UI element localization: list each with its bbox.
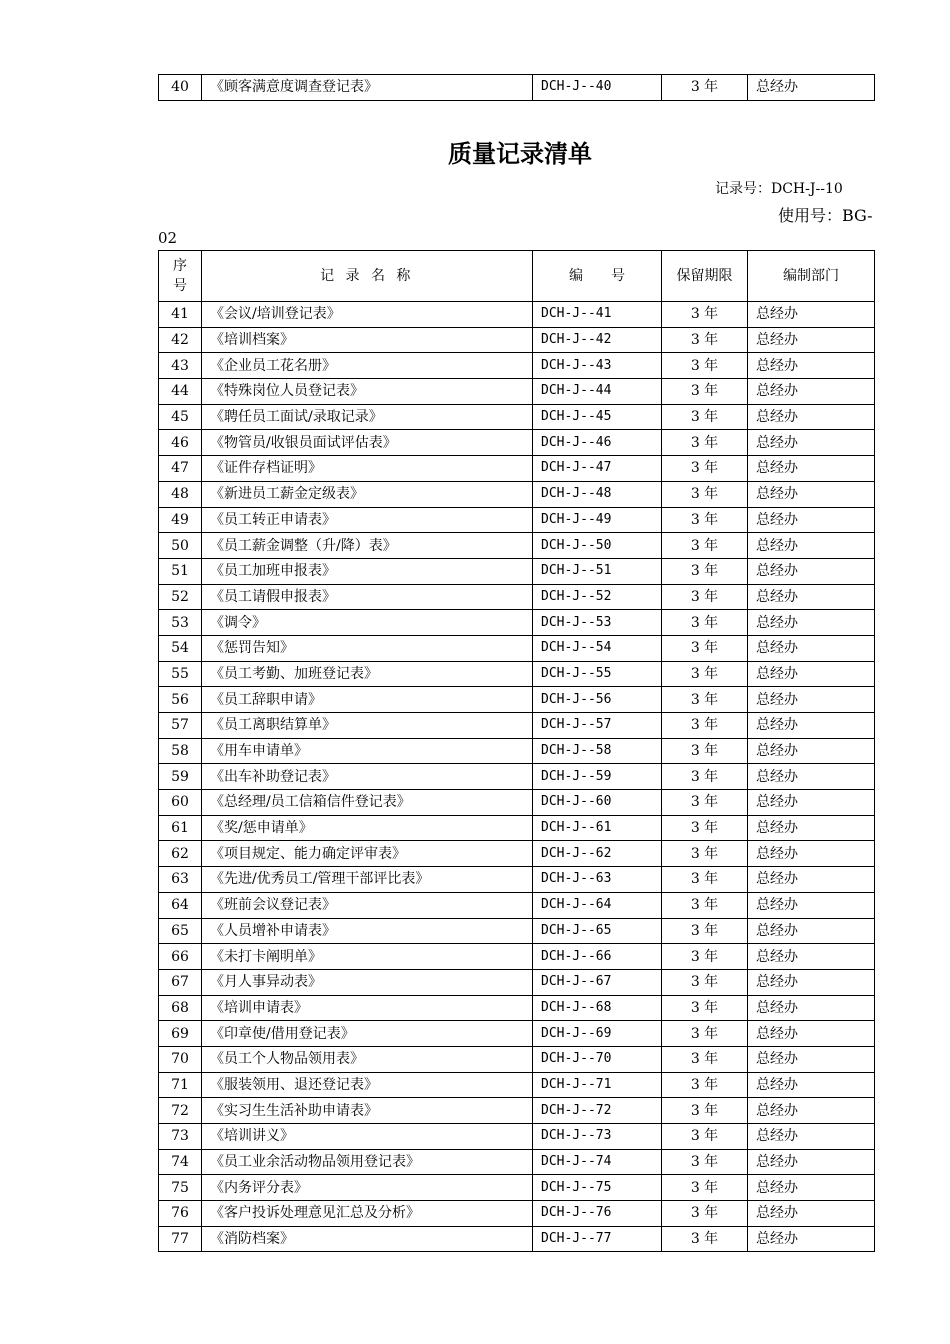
- record-code: DCH-J--50: [533, 533, 662, 559]
- retention-period: 3 年: [662, 1175, 748, 1201]
- table-row: [159, 1149, 875, 1175]
- record-name: 《客户投诉处理意见汇总及分析》: [202, 1201, 533, 1227]
- record-name: 《员工请假申报表》: [202, 584, 533, 610]
- retention-period: 3 年: [662, 969, 748, 995]
- department: 总经办: [748, 1149, 875, 1175]
- department: 总经办: [748, 764, 875, 790]
- record-code: DCH-J--63: [533, 867, 662, 893]
- row-number: 46: [159, 430, 202, 456]
- row-number: 59: [159, 764, 202, 790]
- row-number: 74: [159, 1149, 202, 1175]
- retention-period: 3 年: [662, 456, 748, 482]
- table-row: [159, 481, 875, 507]
- row-number: 40: [159, 75, 202, 101]
- table-row: [159, 1046, 875, 1072]
- record-code: DCH-J--45: [533, 404, 662, 430]
- table-row: [159, 507, 875, 533]
- record-name: 《月人事异动表》: [202, 969, 533, 995]
- row-number: 56: [159, 687, 202, 713]
- record-name: 《培训档案》: [202, 327, 533, 353]
- record-number: 记录号：DCH-J--10: [715, 181, 843, 197]
- row-number: 48: [159, 481, 202, 507]
- department: 总经办: [748, 815, 875, 841]
- department: 总经办: [748, 713, 875, 739]
- record-name: 《总经理/员工信箱信件登记表》: [202, 790, 533, 816]
- record-code: DCH-J--40: [533, 75, 662, 101]
- retention-period: 3 年: [662, 790, 748, 816]
- record-name: 《员工转正申请表》: [202, 507, 533, 533]
- table-row: [159, 635, 875, 661]
- retention-period: 3 年: [662, 1149, 748, 1175]
- department: 总经办: [748, 661, 875, 687]
- record-code: DCH-J--48: [533, 481, 662, 507]
- record-name: 《物管员/收银员面试评估表》: [202, 430, 533, 456]
- table-row: [159, 661, 875, 687]
- department: 总经办: [748, 738, 875, 764]
- record-code: DCH-J--51: [533, 558, 662, 584]
- row-number: 76: [159, 1201, 202, 1227]
- row-number: 69: [159, 1021, 202, 1047]
- table-row: [159, 764, 875, 790]
- department: 总经办: [748, 456, 875, 482]
- record-name: 《班前会议登记表》: [202, 892, 533, 918]
- department: 总经办: [748, 790, 875, 816]
- table-row: [159, 1201, 875, 1227]
- table-row: [159, 687, 875, 713]
- table-row: [159, 995, 875, 1021]
- row-number: 49: [159, 507, 202, 533]
- record-code: DCH-J--46: [533, 430, 662, 456]
- record-name: 《会议/培训登记表》: [202, 302, 533, 328]
- row-number: 50: [159, 533, 202, 559]
- previous-page-table: [158, 74, 875, 101]
- retention-period: 3 年: [662, 533, 748, 559]
- record-code: DCH-J--58: [533, 738, 662, 764]
- record-code: DCH-J--52: [533, 584, 662, 610]
- table-row: [159, 327, 875, 353]
- record-code: DCH-J--64: [533, 892, 662, 918]
- usage-number-continued: 02: [158, 229, 178, 247]
- record-code: DCH-J--49: [533, 507, 662, 533]
- row-number: 65: [159, 918, 202, 944]
- retention-period: 3 年: [662, 610, 748, 636]
- usage-number: 使用号：BG-: [778, 206, 873, 225]
- table-row: [159, 404, 875, 430]
- retention-period: 3 年: [662, 1201, 748, 1227]
- record-name: 《实习生生活补助申请表》: [202, 1098, 533, 1124]
- record-name: 《惩罚告知》: [202, 635, 533, 661]
- row-number: 68: [159, 995, 202, 1021]
- record-code: DCH-J--57: [533, 713, 662, 739]
- row-number: 73: [159, 1124, 202, 1150]
- table-row: [159, 302, 875, 328]
- department: 总经办: [748, 687, 875, 713]
- header-dept: 编制部门: [748, 251, 875, 302]
- retention-period: 3 年: [662, 1072, 748, 1098]
- department: 总经办: [748, 635, 875, 661]
- record-name: 《证件存档证明》: [202, 456, 533, 482]
- row-number: 44: [159, 379, 202, 405]
- record-code: DCH-J--65: [533, 918, 662, 944]
- record-name: 《员工加班申报表》: [202, 558, 533, 584]
- record-name: 《项目规定、能力确定评审表》: [202, 841, 533, 867]
- department: 总经办: [748, 995, 875, 1021]
- row-number: 52: [159, 584, 202, 610]
- record-code: DCH-J--43: [533, 353, 662, 379]
- record-code: DCH-J--59: [533, 764, 662, 790]
- record-code: DCH-J--73: [533, 1124, 662, 1150]
- record-name: 《培训申请表》: [202, 995, 533, 1021]
- retention-period: 3 年: [662, 635, 748, 661]
- header-seq: 序号: [159, 251, 202, 302]
- record-name: 《先进/优秀员工/管理干部评比表》: [202, 867, 533, 893]
- record-name: 《培训讲义》: [202, 1124, 533, 1150]
- retention-period: 3 年: [662, 713, 748, 739]
- row-number: 60: [159, 790, 202, 816]
- record-code: DCH-J--54: [533, 635, 662, 661]
- retention-period: 3 年: [662, 584, 748, 610]
- row-number: 75: [159, 1175, 202, 1201]
- row-number: 51: [159, 558, 202, 584]
- table-row: [159, 379, 875, 405]
- record-name: 《未打卡阐明单》: [202, 944, 533, 970]
- record-code: DCH-J--68: [533, 995, 662, 1021]
- record-name: 《员工辞职申请》: [202, 687, 533, 713]
- table-row: [159, 1021, 875, 1047]
- row-number: 47: [159, 456, 202, 482]
- retention-period: 3 年: [662, 815, 748, 841]
- retention-period: 3 年: [662, 1124, 748, 1150]
- department: 总经办: [748, 353, 875, 379]
- record-code: DCH-J--41: [533, 302, 662, 328]
- record-code: DCH-J--66: [533, 944, 662, 970]
- row-number: 55: [159, 661, 202, 687]
- table-row: [159, 969, 875, 995]
- department: 总经办: [748, 584, 875, 610]
- retention-period: 3 年: [662, 327, 748, 353]
- table-row: [159, 944, 875, 970]
- record-name: 《特殊岗位人员登记表》: [202, 379, 533, 405]
- table-row: [159, 1124, 875, 1150]
- row-number: 41: [159, 302, 202, 328]
- row-number: 70: [159, 1046, 202, 1072]
- record-name: 《人员增补申请表》: [202, 918, 533, 944]
- retention-period: 3 年: [662, 867, 748, 893]
- record-name: 《员工薪金调整（升/降）表》: [202, 533, 533, 559]
- header-retention: 保留期限: [662, 251, 748, 302]
- record-code: DCH-J--60: [533, 790, 662, 816]
- department: 总经办: [748, 302, 875, 328]
- row-number: 45: [159, 404, 202, 430]
- table-row: [159, 75, 875, 101]
- table-row: [159, 610, 875, 636]
- quality-record-table: [158, 250, 875, 1252]
- row-number: 54: [159, 635, 202, 661]
- record-name: 《员工个人物品领用表》: [202, 1046, 533, 1072]
- page-title: 质量记录清单: [448, 140, 592, 168]
- retention-period: 3 年: [662, 764, 748, 790]
- department: 总经办: [748, 892, 875, 918]
- department: 总经办: [748, 1098, 875, 1124]
- department: 总经办: [748, 1124, 875, 1150]
- record-code: DCH-J--53: [533, 610, 662, 636]
- department: 总经办: [748, 1021, 875, 1047]
- retention-period: 3 年: [662, 507, 748, 533]
- row-number: 62: [159, 841, 202, 867]
- department: 总经办: [748, 558, 875, 584]
- record-code: DCH-J--67: [533, 969, 662, 995]
- retention-period: 3 年: [662, 404, 748, 430]
- department: 总经办: [748, 867, 875, 893]
- record-code: DCH-J--56: [533, 687, 662, 713]
- row-number: 67: [159, 969, 202, 995]
- row-number: 66: [159, 944, 202, 970]
- department: 总经办: [748, 507, 875, 533]
- record-name: 《员工考勤、加班登记表》: [202, 661, 533, 687]
- record-code: DCH-J--42: [533, 327, 662, 353]
- department: 总经办: [748, 1175, 875, 1201]
- retention-period: 3 年: [662, 944, 748, 970]
- department: 总经办: [748, 1201, 875, 1227]
- retention-period: 3 年: [662, 738, 748, 764]
- retention-period: 3 年: [662, 841, 748, 867]
- record-code: DCH-J--69: [533, 1021, 662, 1047]
- table-row: [159, 892, 875, 918]
- department: 总经办: [748, 379, 875, 405]
- table-row: [159, 456, 875, 482]
- record-name: 《奖/惩申请单》: [202, 815, 533, 841]
- department: 总经办: [748, 1046, 875, 1072]
- retention-period: 3 年: [662, 995, 748, 1021]
- department: 总经办: [748, 918, 875, 944]
- retention-period: 3 年: [662, 353, 748, 379]
- department: 总经办: [748, 944, 875, 970]
- department: 总经办: [748, 969, 875, 995]
- retention-period: 3 年: [662, 430, 748, 456]
- record-name: 《用车申请单》: [202, 738, 533, 764]
- header-name: 记 录 名 称: [202, 251, 533, 302]
- row-number: 64: [159, 892, 202, 918]
- table-row: [159, 1098, 875, 1124]
- department: 总经办: [748, 610, 875, 636]
- record-name: 《消防档案》: [202, 1226, 533, 1252]
- table-row: [159, 533, 875, 559]
- retention-period: 3 年: [662, 75, 748, 101]
- record-name: 《印章使/借用登记表》: [202, 1021, 533, 1047]
- row-number: 42: [159, 327, 202, 353]
- table-row: [159, 1072, 875, 1098]
- record-name: 《企业员工花名册》: [202, 353, 533, 379]
- record-code: DCH-J--55: [533, 661, 662, 687]
- record-code: DCH-J--71: [533, 1072, 662, 1098]
- record-code: DCH-J--75: [533, 1175, 662, 1201]
- table-row: [159, 841, 875, 867]
- record-name: 《新进员工薪金定级表》: [202, 481, 533, 507]
- department: 总经办: [748, 841, 875, 867]
- retention-period: 3 年: [662, 918, 748, 944]
- record-name: 《内务评分表》: [202, 1175, 533, 1201]
- table-row: [159, 353, 875, 379]
- record-name: 《出车补助登记表》: [202, 764, 533, 790]
- row-number: 61: [159, 815, 202, 841]
- record-name: 《员工业余活动物品领用登记表》: [202, 1149, 533, 1175]
- department: 总经办: [748, 481, 875, 507]
- department: 总经办: [748, 533, 875, 559]
- table-row: [159, 713, 875, 739]
- record-name: 《调令》: [202, 610, 533, 636]
- department: 总经办: [748, 75, 875, 101]
- record-code: DCH-J--44: [533, 379, 662, 405]
- retention-period: 3 年: [662, 1021, 748, 1047]
- department: 总经办: [748, 404, 875, 430]
- department: 总经办: [748, 430, 875, 456]
- row-number: 77: [159, 1226, 202, 1252]
- record-name: 《员工离职结算单》: [202, 713, 533, 739]
- record-code: DCH-J--72: [533, 1098, 662, 1124]
- retention-period: 3 年: [662, 892, 748, 918]
- row-number: 43: [159, 353, 202, 379]
- table-row: [159, 790, 875, 816]
- record-code: DCH-J--61: [533, 815, 662, 841]
- row-number: 53: [159, 610, 202, 636]
- record-name: 《服装领用、退还登记表》: [202, 1072, 533, 1098]
- retention-period: 3 年: [662, 481, 748, 507]
- record-code: DCH-J--70: [533, 1046, 662, 1072]
- row-number: 57: [159, 713, 202, 739]
- table-row: [159, 1226, 875, 1252]
- table-row: [159, 918, 875, 944]
- retention-period: 3 年: [662, 558, 748, 584]
- row-number: 63: [159, 867, 202, 893]
- table-row: [159, 867, 875, 893]
- row-number: 72: [159, 1098, 202, 1124]
- retention-period: 3 年: [662, 302, 748, 328]
- table-row: [159, 558, 875, 584]
- record-code: DCH-J--62: [533, 841, 662, 867]
- retention-period: 3 年: [662, 379, 748, 405]
- retention-period: 3 年: [662, 1226, 748, 1252]
- record-name: 《顾客满意度调查登记表》: [202, 75, 533, 101]
- retention-period: 3 年: [662, 1046, 748, 1072]
- table-row: [159, 1175, 875, 1201]
- record-code: DCH-J--47: [533, 456, 662, 482]
- table-row: [159, 815, 875, 841]
- record-code: DCH-J--77: [533, 1226, 662, 1252]
- header-code: 编 号: [533, 251, 662, 302]
- table-row: [159, 738, 875, 764]
- department: 总经办: [748, 327, 875, 353]
- record-code: DCH-J--74: [533, 1149, 662, 1175]
- table-row: [159, 430, 875, 456]
- table-row: [159, 584, 875, 610]
- department: 总经办: [748, 1072, 875, 1098]
- record-code: DCH-J--76: [533, 1201, 662, 1227]
- retention-period: 3 年: [662, 661, 748, 687]
- department: 总经办: [748, 1226, 875, 1252]
- retention-period: 3 年: [662, 1098, 748, 1124]
- row-number: 71: [159, 1072, 202, 1098]
- row-number: 58: [159, 738, 202, 764]
- retention-period: 3 年: [662, 687, 748, 713]
- table-header-row: [159, 251, 875, 302]
- record-name: 《聘任员工面试/录取记录》: [202, 404, 533, 430]
